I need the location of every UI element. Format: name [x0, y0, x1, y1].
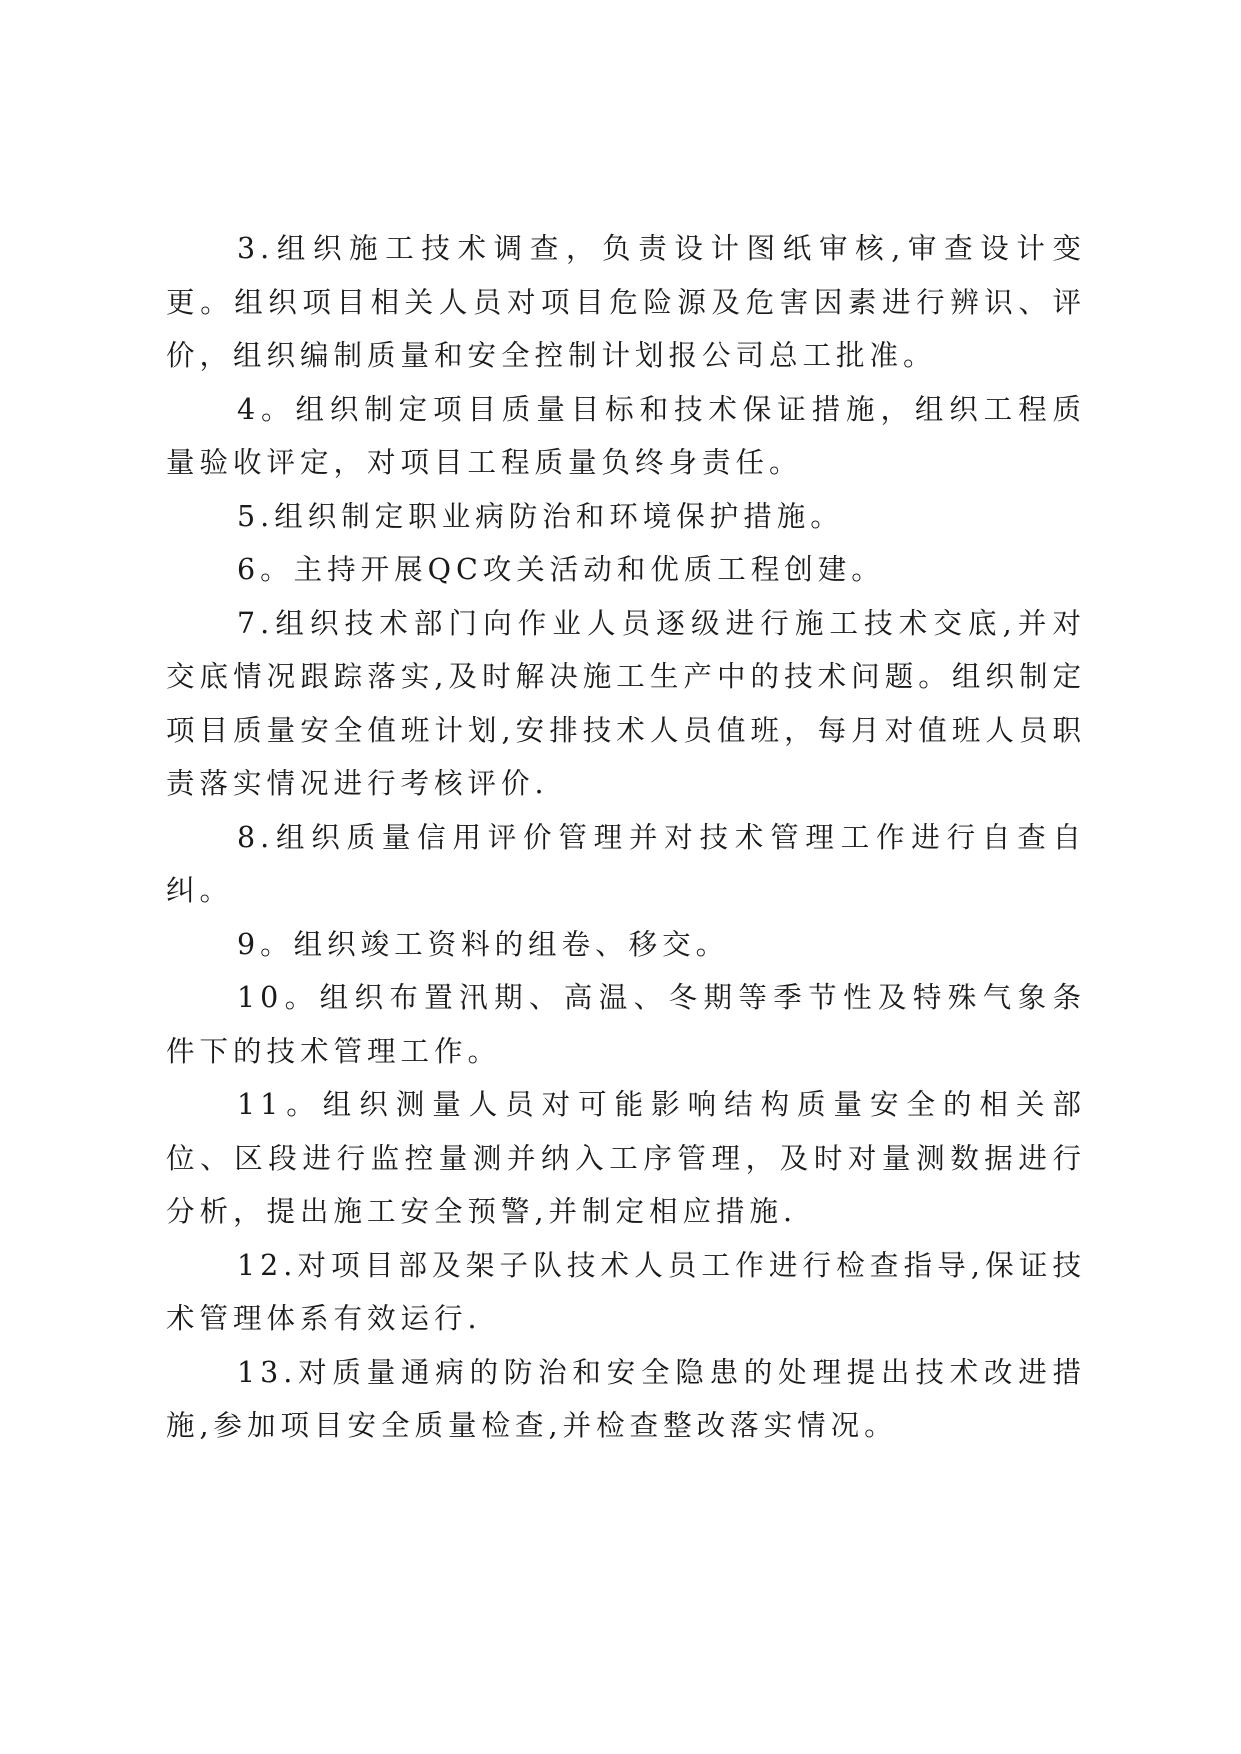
paragraph-item-10: 10。组织布置汛期、高温、冬期等季节性及特殊气象条件下的技术管理工作。	[166, 981, 1086, 1068]
paragraph-item-11: 11。组织测量人员对可能影响结构质量安全的相关部位、区段进行监控量测并纳入工序管理，及时对量测数据进行分析，提出施工安全预警,并制定相应措施.	[166, 1088, 1086, 1228]
paragraph-item-13: 13.对质量通病的防治和安全隐患的处理提出技术改进措施,参加项目安全质量检查,并检查整改落实情况。	[166, 1355, 1086, 1442]
document-body	[166, 222, 1086, 1453]
paragraph-item-9: 9。组织竣工资料的组卷、移交。	[237, 927, 730, 961]
paragraph-item-5: 5.组织制定职业病防治和环境保护措施。	[237, 499, 844, 533]
paragraph-item-6: 6。主持开展QC攻关活动和优质工程创建。	[237, 553, 885, 586]
paragraph-item-7: 7.组织技术部门向作业人员逐级进行施工技术交底,并对交底情况跟踪落实,及时解决施工生产中的技术问题。组织制定项目质量安全值班计划,安排技术人员值班，每月对值班人员职责落实情况进行考核评价.	[166, 606, 1086, 800]
paragraph-item-12: 12.对项目部及架子队技术人员工作进行检查指导,保证技术管理体系有效运行.	[166, 1248, 1086, 1335]
paragraph-item-4: 4。组织制定项目质量目标和技术保证措施，组织工程质量验收评定，对项目工程质量负终身责任。	[166, 392, 1086, 479]
paragraph-item-3: 3.组织施工技术调查，负责设计图纸审核,审查设计变更。组织项目相关人员对项目危险源及危害因素进行辨识、评价，组织编制质量和安全控制计划报公司总工批准。	[166, 232, 1086, 372]
paragraph-item-8: 8.组织质量信用评价管理并对技术管理工作进行自查自纠。	[166, 820, 1086, 907]
